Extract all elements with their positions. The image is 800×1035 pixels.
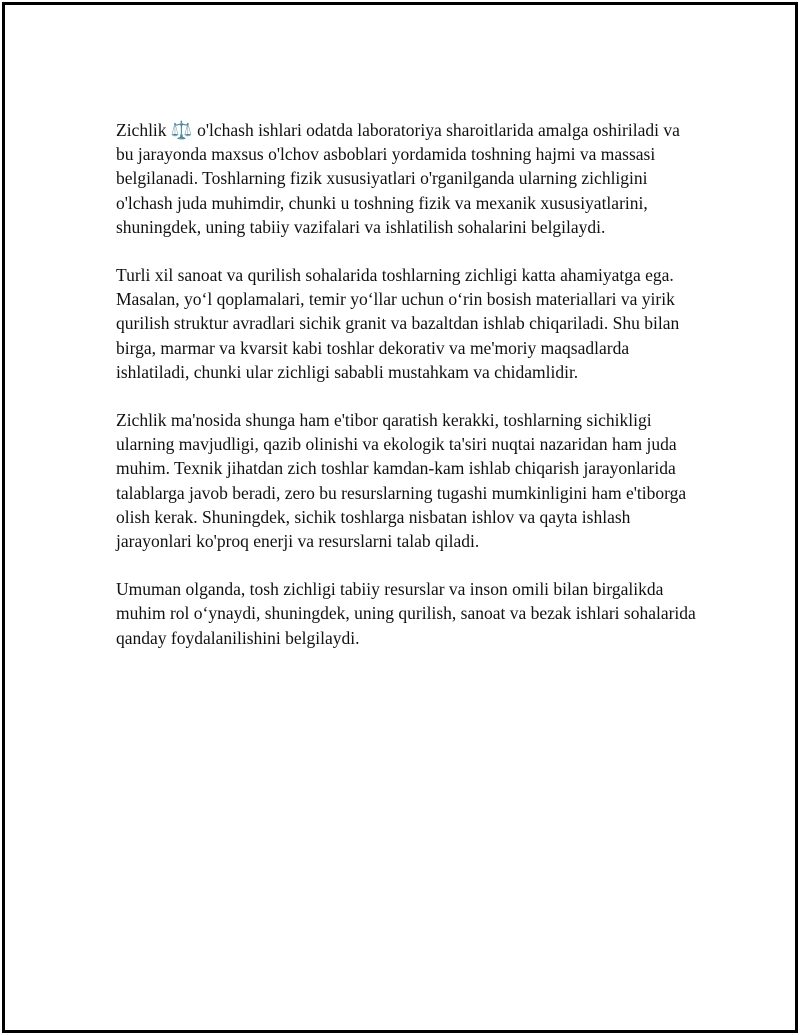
document-body	[116, 118, 696, 674]
paragraph-1: Zichlik ⚖️ o'lchash ishlari odatda laboratoriya sharoitlarida amalga oshiriladi va bu jarayonda maxsus o'lchov asboblari yordamida toshning hajmi va massasi belgilanadi. Toshlarning fizik xususiyatlari o'rganilganda ularning zichligini o'lchash juda muhimdir, chunki u toshning fizik va mexanik xususiyatlarini, shuningdek, uning tabiiy vazifalari va ishlatilish sohalarini belgilaydi.	[116, 120, 680, 237]
paragraph-4: Umuman olganda, tosh zichligi tabiiy resurslar va inson omili bilan birgalikda muhim rol oʻynaydi, shuningdek, uning qurilish, sanoat va bezak ishlari sohalarida qanday foydalanilishini belgilaydi.	[116, 579, 696, 648]
paragraph-2: Turli xil sanoat va qurilish sohalarida toshlarning zichligi katta ahamiyatga ega. Masalan, yoʻl qoplamalari, temir yoʻllar uchun oʻrin bosish materiallari va yirik qurilish struktur avradlari sichik granit va bazaltdan ishlab chiqariladi. Shu bilan birga, marmar va kvarsit kabi toshlar dekorativ va me'moriy maqsadlarda ishlatiladi, chunki ular zichligi sababli mustahkam va chidamlidir.	[116, 265, 680, 382]
paragraph-3: Zichlik ma'nosida shunga ham e'tibor qaratish kerakki, toshlarning sichikligi ularning mavjudligi, qazib olinishi va ekologik ta'siri nuqtai nazaridan ham juda muhim. Texnik jihatdan zich toshlar kamdan-kam ishlab chiqarish jarayonlarida talablarga javob beradi, zero bu resurslarning tugashi mumkinligini ham e'tiborga olish kerak. Shuningdek, sichik toshlarga nisbatan ishlov va qayta ishlash jarayonlari ko'proq enerji va resurslarni talab qiladi.	[116, 410, 687, 552]
